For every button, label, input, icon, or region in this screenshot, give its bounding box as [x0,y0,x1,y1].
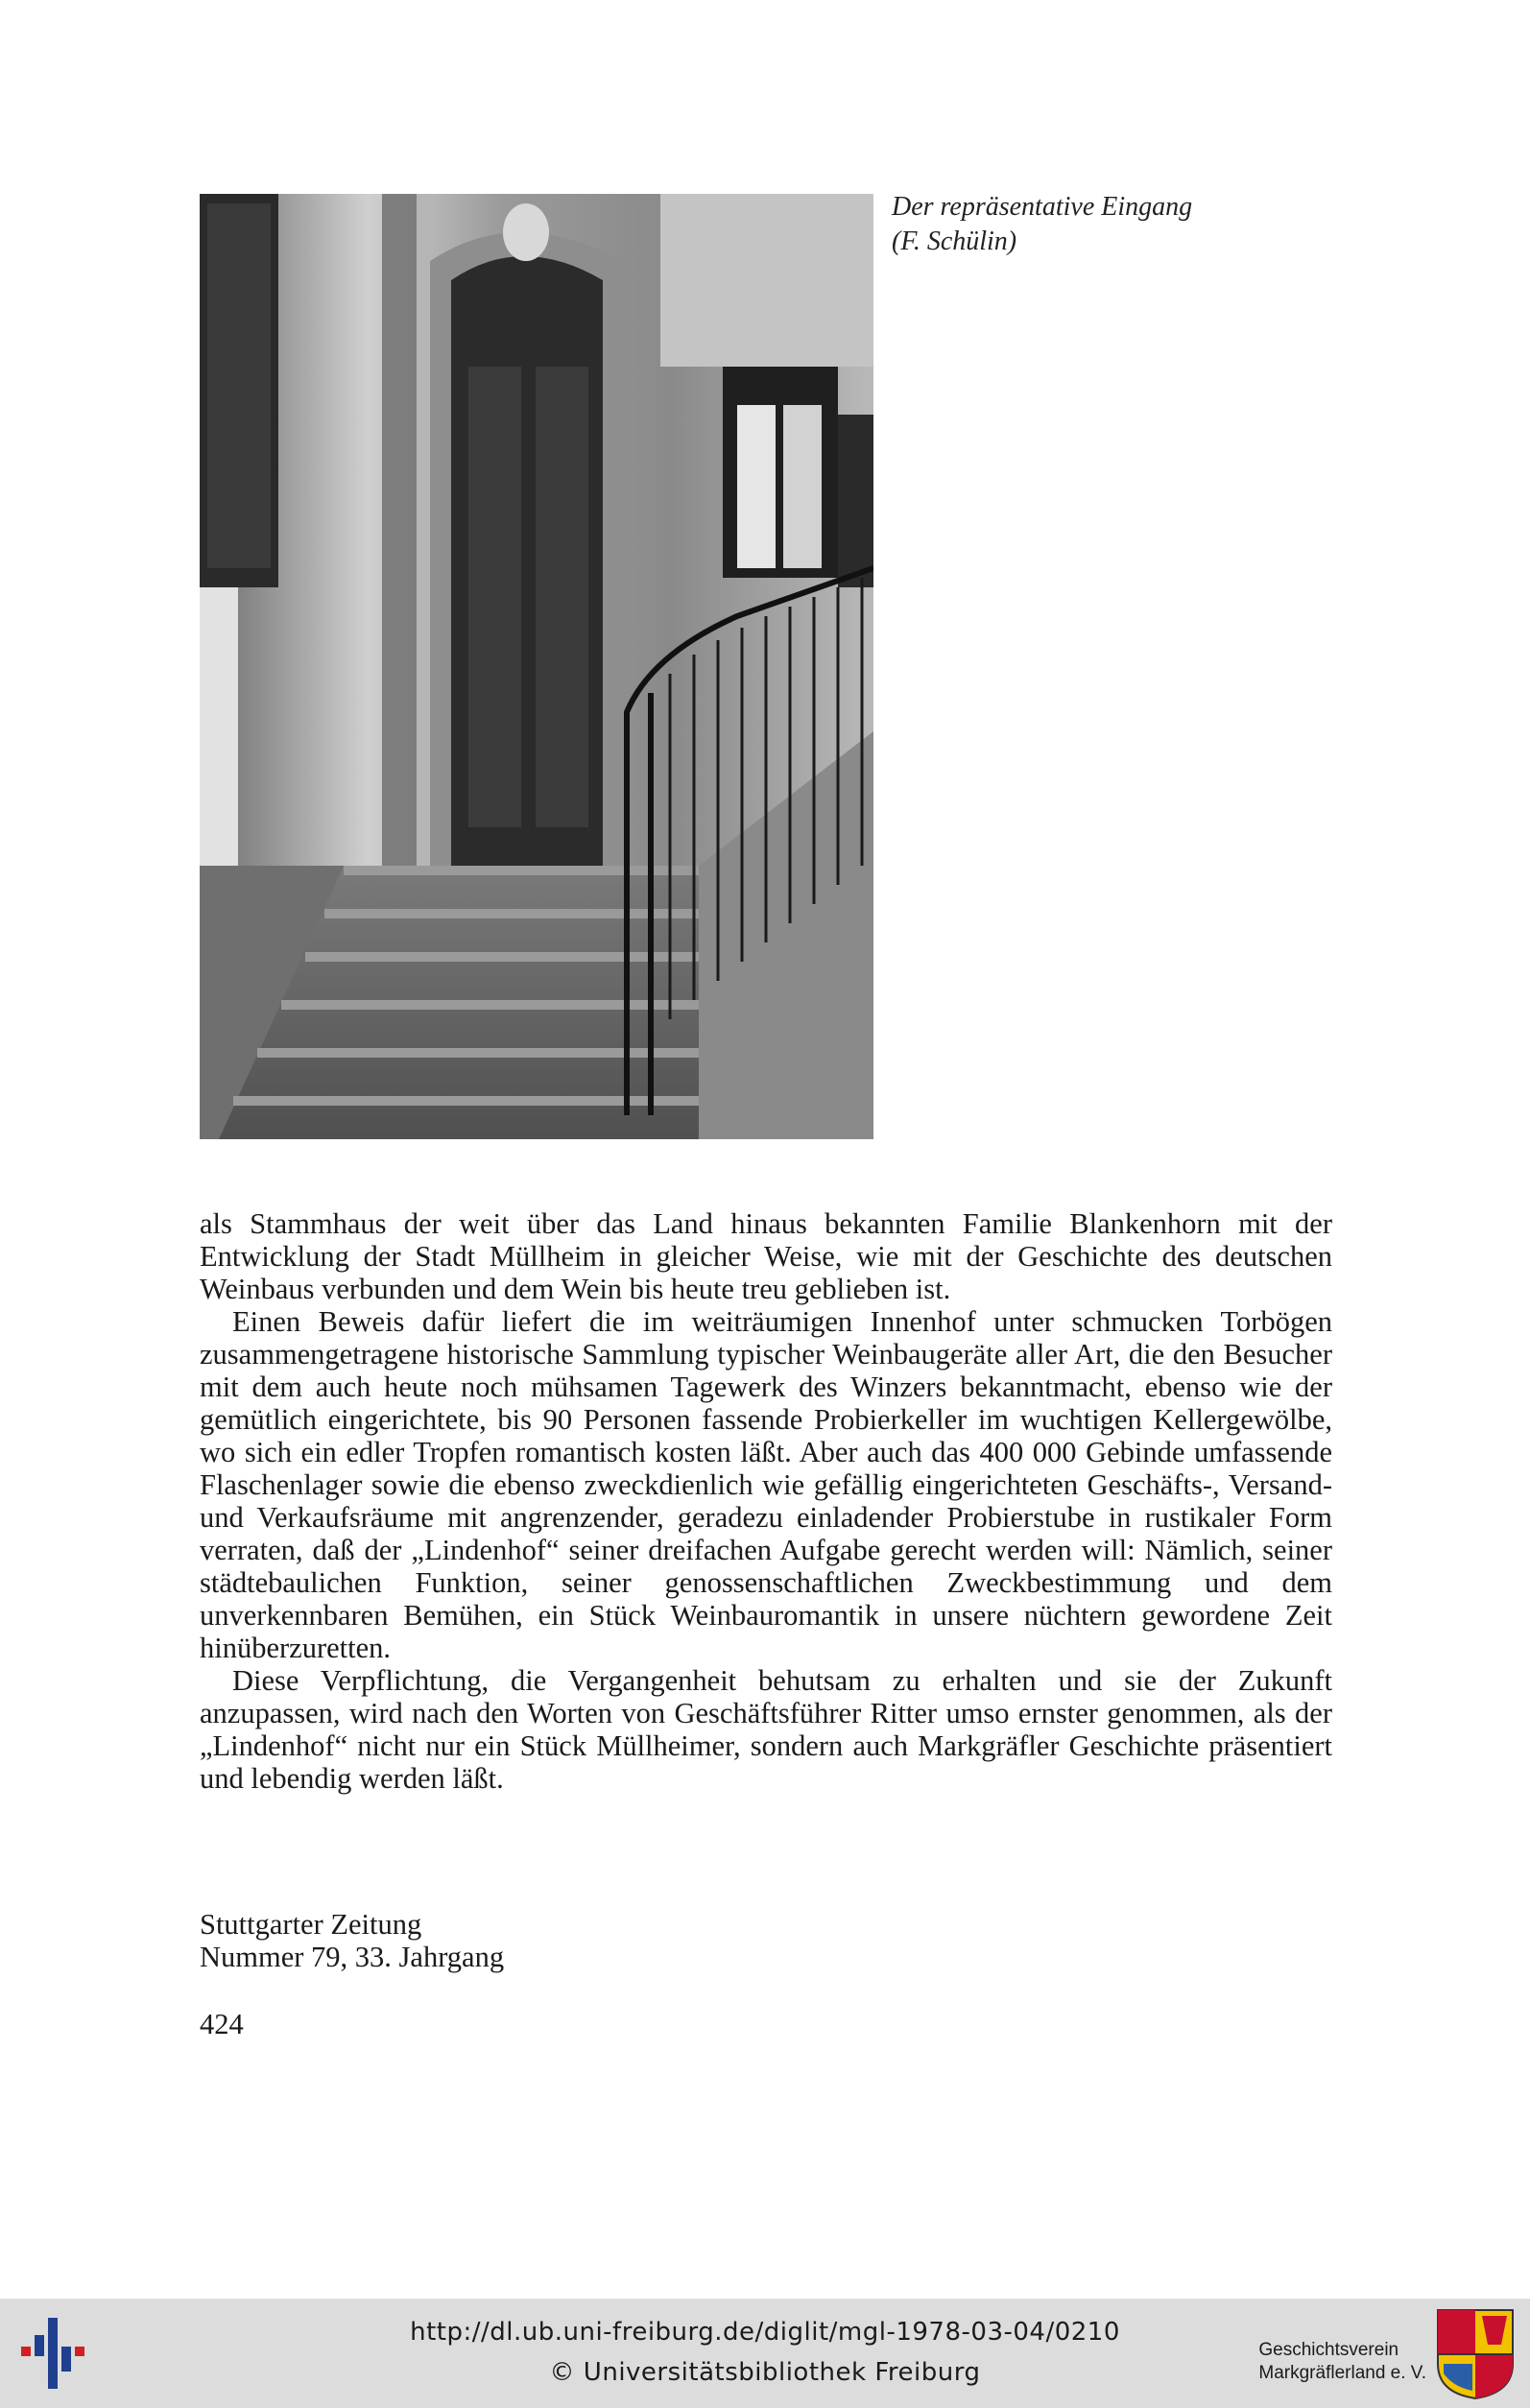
society-line-1: Geschichtsverein [1258,2340,1399,2360]
page-number: 424 [200,2008,244,2040]
source-reference [200,1908,504,1973]
photo-caption [892,190,1333,259]
footer-url-link[interactable]: http://dl.ub.uni-freiburg.de/diglit/mgl-1978-03-04/0210 [410,2318,1120,2347]
photo-entrance-staircase [200,194,873,1139]
coat-of-arms-icon[interactable] [1434,2306,1517,2400]
entrance-photo [200,194,873,1139]
paragraph-3: Diese Verpflichtung, die Vergangenheit behutsam zu erhalten und sie der Zukunft anzupassen, wird nach den Worten von Geschäftsführer Ritter umso ernster genommen, als der „Lindenhof“ nicht nur ein Stück Müllheimer, sondern auch Markgräfler Geschichte präsentiert und lebendig werden läßt. [200,1664,1332,1795]
caption-title: Der repräsentative Eingang [892,192,1193,222]
society-name [1258,2339,1426,2385]
society-line-2: Markgräflerland e. V. [1258,2363,1426,2383]
article-body [200,1207,1332,1795]
source-publication: Stuttgarter Zeitung [200,1908,422,1941]
footer-copyright: © Universitätsbibliothek Freiburg [549,2358,981,2387]
paragraph-1: als Stammhaus der weit über das Land hinaus bekannten Familie Blankenhorn mit der Entwicklung der Stadt Müllheim in gleicher Weise, wie mit der Geschichte des deutschen Weinbaus verbunden und dem Wein bis heute treu geblieben ist. [200,1207,1332,1305]
paragraph-2: Einen Beweis dafür liefert die im weiträumigen Innenhof unter schmucken Torbögen zusammengetragene historische Sammlung typischer Weinbaugeräte aller Art, die den Besucher mit dem auch heute noch mühsamen Tagewerk des Winzers bekanntmacht, ebenso wie der gemütlich eingerichtete, bis 90 Personen fassende Probierkeller im wuchtigen Kellergewölbe, wo sich ein edler Tropfen romantisch kosten läßt. Aber auch das 400 000 Gebinde umfassende Flaschenlager sowie die ebenso zweckdienlich wie gefällig eingerichteten Geschäfts-, Versand- und Verkaufsräume mit angrenzender, geradezu einladender Probierstube in rustikaler Form verraten, daß der „Lindenhof“ seiner dreifachen Aufgabe gerecht werden will: Nämlich, seiner städtebaulichen Funktion, seiner genossenschaftlichen Zweckbestimmung und dem unverkennbaren Bemühen, ein Stück Weinbauromantik in unsere nüchtern gewordene Zeit hinüberzuretten. [200,1305,1332,1664]
caption-credit: (F. Schülin) [892,226,1017,256]
source-issue: Nummer 79, 33. Jahrgang [200,1941,505,1973]
digitization-footer [0,2299,1530,2408]
